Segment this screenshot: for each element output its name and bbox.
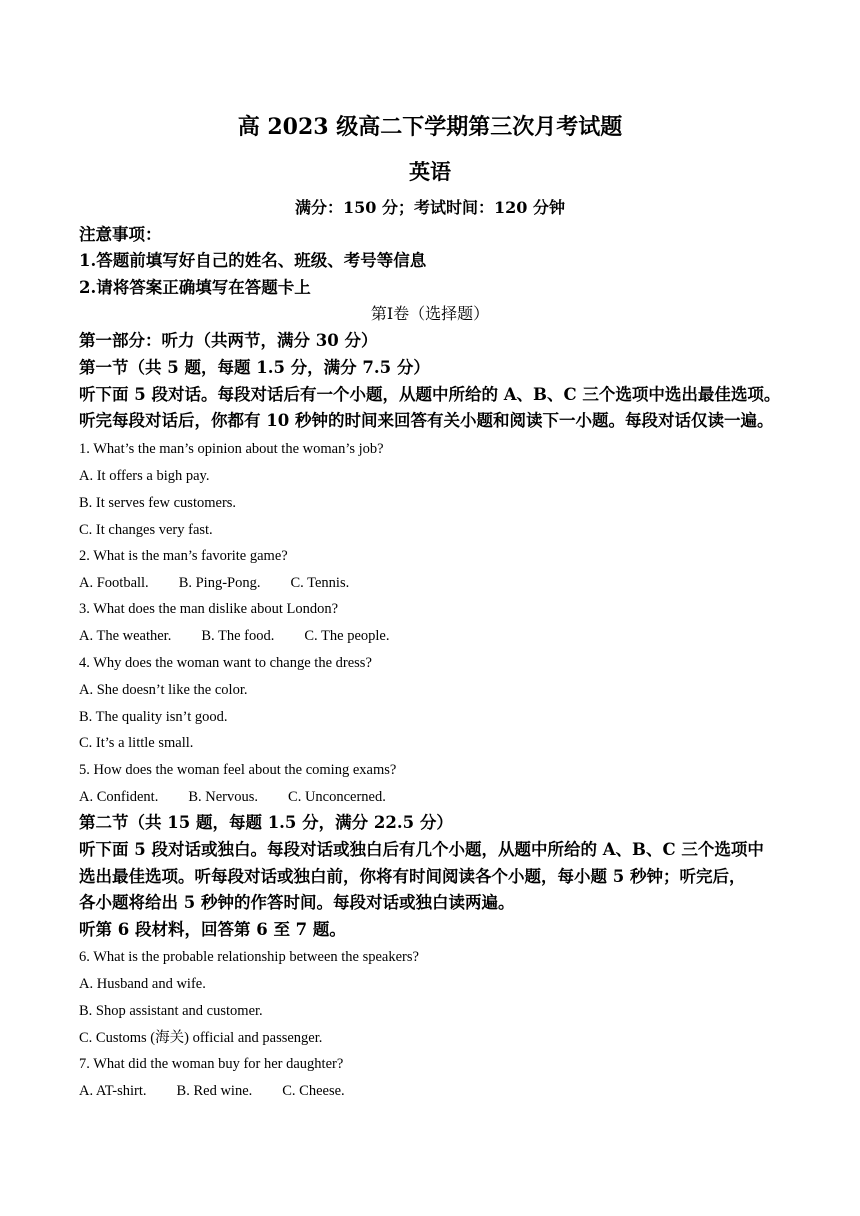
material-6-heading: 听第 6 段材料，回答第 6 至 7 题。 <box>79 920 346 939</box>
q1-option-b: B. It serves few customers. <box>79 495 237 511</box>
exam-title: 高 2023 级高二下学期第三次月考试题 <box>237 114 623 140</box>
score-info: 满分：150 分；考试时间：120 分钟 <box>295 198 565 217</box>
subject-title: 英语 <box>409 159 451 184</box>
question-2: 2. What is the man’s favorite game? <box>79 548 288 564</box>
section1-title: 第一节（共 5 题，每题 1.5 分，满分 7.5 分） <box>79 358 430 377</box>
q6-option-c: C. Customs (海关) official and passenger. <box>79 1030 323 1046</box>
question-5: 5. How does the woman feel about the coming exams? <box>79 762 397 778</box>
question-1: 1. What’s the man’s opinion about the woman’s job? <box>79 441 384 457</box>
q7-option-b: B. Red wine. <box>176 1083 253 1099</box>
section2-instruction-2: 选出最佳选项。听每段对话或独白前，你将有时间阅读各个小题，每小题 5 秒钟；听完后， <box>79 867 746 886</box>
q7-option-a: A. AT-shirt. <box>79 1083 147 1099</box>
part1-title: 第一部分：听力（共两节，满分 30 分） <box>79 331 378 350</box>
question-3: 3. What does the man dislike about London? <box>79 601 339 617</box>
volume-title: 第Ⅰ卷（选择题） <box>370 304 490 323</box>
q5-option-b: B. Nervous. <box>188 789 259 805</box>
q3-option-a: A. The weather. <box>79 628 172 644</box>
q7-option-c: C. Cheese. <box>282 1083 345 1099</box>
q7-options <box>79 1081 345 1101</box>
q5-options <box>79 787 386 807</box>
q6-option-a: A. Husband and wife. <box>79 976 206 992</box>
q2-option-b: B. Ping-Pong. <box>178 575 261 591</box>
q3-option-c: C. The people. <box>304 628 390 644</box>
notice-item-1: 1.答题前填写好自己的姓名、班级、考号等信息 <box>79 251 427 270</box>
q2-options <box>79 573 349 593</box>
q4-option-b: B. The quality isn’t good. <box>79 709 228 725</box>
notice-item-2: 2.请将答案正确填写在答题卡上 <box>79 278 311 297</box>
section1-instruction-2: 听完每段对话后，你都有 10 秒钟的时间来回答有关小题和阅读下一小题。每段对话仅读一遍。 <box>79 411 774 430</box>
section2-title: 第二节（共 15 题，每题 1.5 分，满分 22.5 分） <box>79 813 453 832</box>
q5-option-a: A. Confident. <box>79 789 159 805</box>
q4-option-c: C. It’s a little small. <box>79 735 194 751</box>
q1-option-c: C. It changes very fast. <box>79 522 213 538</box>
q2-option-a: A. Football. <box>79 575 149 591</box>
q6-option-b: B. Shop assistant and customer. <box>79 1003 263 1019</box>
q3-option-b: B. The food. <box>201 628 275 644</box>
question-7: 7. What did the woman buy for her daughter? <box>79 1056 344 1072</box>
question-4: 4. Why does the woman want to change the dress? <box>79 655 372 671</box>
section1-instruction-1: 听下面 5 段对话。每段对话后有一个小题，从题中所给的 A、B、C 三个选项中选出最佳选项。 <box>79 385 781 404</box>
question-6: 6. What is the probable relationship between the speakers? <box>79 949 419 965</box>
q3-options <box>79 626 389 646</box>
q5-option-c: C. Unconcerned. <box>288 789 386 805</box>
notice-heading: 注意事项： <box>79 225 162 244</box>
section2-instruction-1: 听下面 5 段对话或独白。每段对话或独白后有几个小题，从题中所给的 A、B、C 三个选项中 <box>79 840 764 859</box>
section2-instruction-3: 各小题将给出 5 秒钟的作答时间。每段对话或独白读两遍。 <box>79 893 515 912</box>
q4-option-a: A. She doesn’t like the color. <box>79 682 248 698</box>
q2-option-c: C. Tennis. <box>290 575 350 591</box>
q1-option-a: A. It offers a bigh pay. <box>79 468 210 484</box>
